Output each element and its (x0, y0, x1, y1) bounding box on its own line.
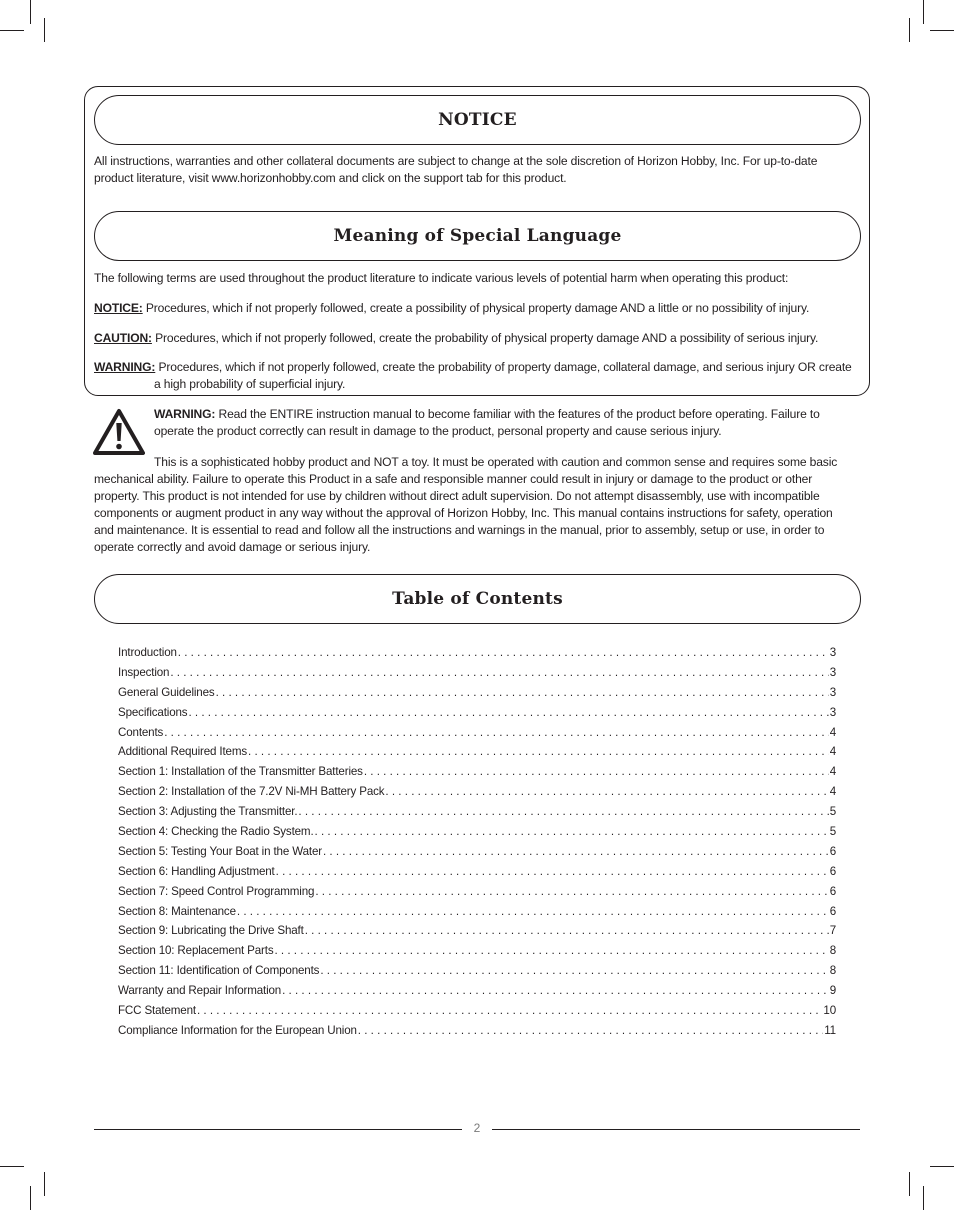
toc-item-title: Section 1: Installation of the Transmitter Batteries (118, 765, 363, 779)
term-caution (94, 330, 854, 347)
toc-item[interactable] (118, 964, 836, 984)
toc-item-page: 7 (829, 924, 836, 938)
toc-item[interactable] (118, 726, 836, 746)
crop-mark (0, 30, 24, 31)
toc-item-page: 8 (829, 944, 836, 958)
term-label: NOTICE: (94, 301, 143, 315)
toc-item[interactable] (118, 1004, 836, 1024)
toc-item-page: 4 (829, 725, 836, 739)
warning-body: Read the ENTIRE instruction manual to become familiar with the features of the product before operating. Failure to operate the product correctly can result in damage to the product, personal property and cause serious injury. (154, 407, 820, 438)
notice-body: All instructions, warranties and other collateral documents are subject to change at the sole discretion of Horizon Hobby, Inc. For up-to-date product literature, visit www.horizonhobby.com and click on the support tab for this product. (94, 154, 818, 185)
term-text: Procedures, which if not properly followed, create the probability of property damage, collateral damage, and serious injury OR create a high probability of superficial injury. (154, 360, 852, 391)
toc-item-title: Section 10: Replacement Parts (118, 944, 274, 958)
toc-item-title: Section 3: Adjusting the Transmitter. (118, 805, 298, 819)
crop-mark (909, 18, 910, 42)
toc-item-page: 5 (829, 825, 836, 839)
toc-item-page: 3 (829, 646, 836, 659)
toc-item-page: 5 (829, 805, 836, 819)
toc-dot-leader (298, 805, 828, 818)
crop-mark (923, 1186, 924, 1210)
term-notice (94, 300, 854, 317)
toc-item-page: 6 (829, 904, 836, 918)
toc-dot-leader (315, 885, 828, 898)
toc-dot-leader (385, 785, 828, 798)
toc-item[interactable] (118, 706, 836, 726)
toc-dot-leader (323, 845, 829, 858)
toc-dot-leader (237, 905, 829, 918)
toc-dot-leader (320, 964, 828, 977)
toc-item[interactable] (118, 686, 836, 706)
toc-item-page: 11 (824, 1023, 836, 1037)
toc-item[interactable] (118, 1024, 836, 1044)
toc-item-title: General Guidelines (118, 685, 215, 699)
toc-item-title: Inspection (118, 665, 170, 679)
crop-mark (30, 0, 31, 24)
toc-item-title: Section 8: Maintenance (118, 904, 236, 918)
toc-item[interactable] (118, 944, 836, 964)
toc-dot-leader (276, 865, 829, 878)
warning-text (154, 406, 826, 440)
toc-dot-leader (248, 745, 829, 758)
toc-dot-leader (274, 944, 828, 957)
toc-item[interactable] (118, 646, 836, 666)
crop-mark (44, 18, 45, 42)
toc-dot-leader (282, 984, 829, 997)
term-text: Procedures, which if not properly followed, create the probability of physical property damage AND a possibility of serious injury. (155, 331, 819, 345)
toc-item-title: Introduction (118, 646, 177, 659)
term-label: CAUTION: (94, 331, 152, 345)
crop-mark (930, 30, 954, 31)
toc-item-title: Section 9: Lubricating the Drive Shaft (118, 924, 304, 938)
toc-item-page: 3 (829, 705, 836, 719)
warning-triangle-icon (93, 408, 145, 456)
toc-dot-leader (216, 686, 829, 699)
crop-mark (0, 1166, 24, 1167)
toc-item-title: Section 7: Speed Control Programming (118, 884, 315, 898)
toc-dot-leader (364, 765, 829, 778)
warning-paragraph: This is a sophisticated hobby product and NOT a toy. It must be operated with caution and common sense and requires some basic mechanical ability. Failure to operate this Product in a safe and responsible manner could result in injury or damage to the product or other property. This product is not intended for use by children without direct adult supervision. Do not attempt disassembly, use with incompatible components or augment product in any way without the approval of Horizon Hobby, Inc. This manual contains instructions for safety, operation and maintenance. It is essential to read and follow all the instructions and warnings in the manual, prior to assembly, setup or use, in order to operate correctly and avoid damage or serious injury. (94, 455, 838, 554)
toc-item-page: 9 (829, 984, 836, 998)
toc-item[interactable] (118, 865, 836, 885)
toc-item-page: 4 (829, 745, 836, 759)
crop-mark (44, 1172, 45, 1196)
toc-item[interactable] (118, 924, 836, 944)
table-of-contents (118, 646, 836, 1044)
warning-label: WARNING: (154, 407, 216, 421)
toc-item-title: Section 2: Installation of the 7.2V Ni-MH Battery Pack (118, 785, 385, 799)
toc-item-title: Section 6: Handling Adjustment (118, 864, 275, 878)
page-number: 2 (473, 1121, 481, 1135)
crop-mark (930, 1166, 954, 1167)
special-language-heading: Meaning of Special Language (94, 211, 861, 261)
toc-dot-leader (164, 726, 828, 739)
toc-item[interactable] (118, 666, 836, 686)
toc-item[interactable] (118, 984, 836, 1004)
toc-item-title: Section 11: Identification of Components (118, 964, 320, 978)
toc-item[interactable] (118, 765, 836, 785)
toc-dot-leader (188, 706, 828, 719)
toc-dot-leader (358, 1024, 823, 1037)
term-text: Procedures, which if not properly followed, create a possibility of physical property damage AND a little or no possibility of injury. (145, 301, 810, 315)
footer-rule (492, 1129, 860, 1130)
special-language-intro: The following terms are used throughout the product literature to indicate various levels of potential harm when operating this product: (94, 271, 789, 285)
toc-item[interactable] (118, 885, 836, 905)
toc-item[interactable] (118, 845, 836, 865)
toc-item-title: FCC Statement (118, 1004, 196, 1018)
toc-item-page: 4 (829, 765, 836, 779)
toc-item-title: Section 5: Testing Your Boat in the Water (118, 844, 322, 858)
term-label: WARNING: (94, 360, 156, 374)
toc-item-page: 10 (823, 1004, 836, 1018)
toc-item[interactable] (118, 805, 836, 825)
toc-dot-leader (170, 666, 828, 679)
toc-item[interactable] (118, 745, 836, 765)
toc-item[interactable] (118, 785, 836, 805)
toc-item-page: 8 (829, 964, 836, 978)
toc-item-title: Compliance Information for the European Union (118, 1023, 357, 1037)
toc-item-title: Additional Required Items (118, 745, 248, 759)
toc-item[interactable] (118, 905, 836, 925)
notice-heading: NOTICE (94, 95, 861, 145)
toc-item-title: Specifications (118, 705, 188, 719)
toc-item-page: 6 (829, 884, 836, 898)
toc-dot-leader (178, 646, 829, 659)
toc-dot-leader (305, 924, 829, 937)
toc-dot-leader (315, 825, 829, 838)
footer-rule (94, 1129, 462, 1130)
crop-mark (30, 1186, 31, 1210)
crop-mark (923, 0, 924, 24)
toc-item-page: 3 (829, 685, 836, 699)
toc-item-title: Warranty and Repair Information (118, 984, 282, 998)
toc-item-page: 3 (829, 665, 836, 679)
toc-dot-leader (197, 1004, 822, 1017)
toc-item-title: Section 4: Checking the Radio System. (118, 825, 314, 839)
toc-item[interactable] (118, 825, 836, 845)
toc-item-title: Contents (118, 725, 164, 739)
crop-mark (909, 1172, 910, 1196)
term-warning (94, 359, 854, 393)
toc-heading: Table of Contents (94, 574, 861, 624)
toc-item-page: 4 (829, 785, 836, 799)
toc-item-page: 6 (829, 844, 836, 858)
toc-item-page: 6 (829, 864, 836, 878)
